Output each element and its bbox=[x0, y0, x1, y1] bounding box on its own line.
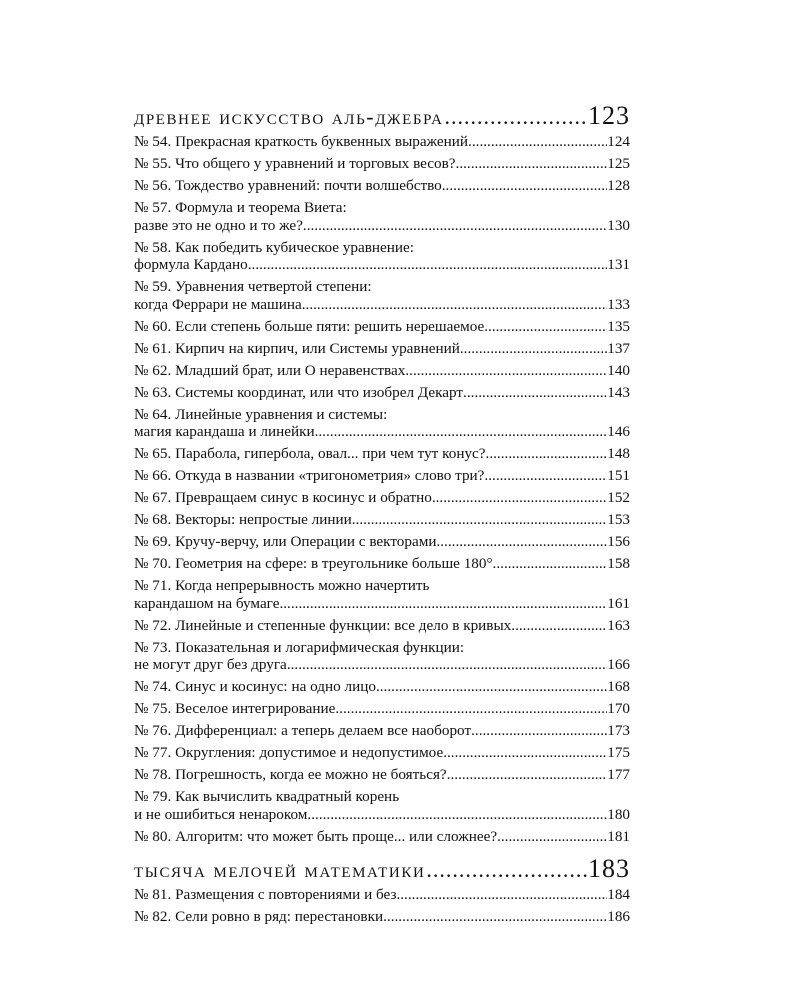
dot-leader bbox=[493, 555, 608, 573]
toc-entry-line bbox=[134, 133, 630, 151]
entry-text bbox=[134, 828, 497, 846]
entry-title: не могут друг без друга bbox=[134, 656, 287, 673]
entry-page-number: 168 bbox=[607, 678, 630, 695]
entry-number: № 69. bbox=[134, 533, 172, 550]
toc-entry-line bbox=[134, 886, 630, 904]
toc-entry-line bbox=[134, 806, 630, 824]
entry-title: Формула и теорема Виета: bbox=[175, 199, 347, 216]
entry-text bbox=[134, 239, 414, 257]
entry-number: № 58. bbox=[134, 238, 172, 256]
dot-leader bbox=[287, 656, 607, 674]
toc-entry-line bbox=[134, 744, 630, 762]
entry-title: магия карандаша и линейки bbox=[134, 423, 315, 440]
toc-entry-line bbox=[134, 617, 630, 635]
toc-entry-line bbox=[134, 511, 630, 529]
entry-text bbox=[134, 595, 279, 613]
entry-text bbox=[134, 423, 315, 441]
dot-leader bbox=[248, 256, 608, 274]
toc-entry-line bbox=[134, 340, 630, 358]
entry-text bbox=[134, 886, 396, 904]
toc-entry-line bbox=[134, 406, 630, 424]
dot-leader bbox=[511, 617, 607, 635]
toc-entry-line bbox=[134, 555, 630, 573]
toc-entry-line bbox=[134, 445, 630, 463]
dot-leader bbox=[432, 489, 607, 507]
toc-entry bbox=[134, 511, 630, 529]
dot-leader bbox=[436, 533, 607, 551]
toc-entry bbox=[134, 467, 630, 485]
entry-title: формула Кардано bbox=[134, 256, 248, 273]
entry-page-number: 151 bbox=[607, 467, 630, 484]
entry-title: Уравнения четвертой степени: bbox=[175, 278, 372, 295]
entry-title: Тождество уравнений: почти волшебство bbox=[175, 177, 442, 194]
dot-leader bbox=[471, 722, 607, 740]
entry-text bbox=[134, 639, 464, 657]
toc-entry-line bbox=[134, 700, 630, 718]
dot-leader bbox=[447, 766, 608, 784]
dot-leader bbox=[315, 423, 608, 441]
toc-entry bbox=[134, 828, 630, 846]
entry-text bbox=[134, 217, 303, 235]
entry-page-number: 131 bbox=[607, 256, 630, 273]
entry-text bbox=[134, 406, 387, 424]
toc-entry bbox=[134, 155, 630, 173]
toc-entry bbox=[134, 384, 630, 402]
toc-entry-line bbox=[134, 177, 630, 195]
toc-entry bbox=[134, 445, 630, 463]
entry-page-number: 153 bbox=[607, 511, 630, 528]
entry-title: карандашом на бумаге bbox=[134, 594, 280, 612]
dot-leader bbox=[468, 133, 607, 151]
dot-leader bbox=[463, 384, 607, 402]
toc-entry bbox=[134, 700, 630, 718]
entry-number: № 81. bbox=[134, 886, 172, 903]
toc-entry-line bbox=[134, 533, 630, 551]
toc-entry-line bbox=[134, 467, 630, 485]
toc-entry-line bbox=[134, 256, 630, 274]
dot-leader bbox=[307, 806, 607, 824]
entry-number: № 68. bbox=[134, 511, 172, 528]
dot-leader bbox=[442, 177, 607, 195]
entry-number: № 65. bbox=[134, 445, 172, 462]
section-heading bbox=[134, 103, 630, 129]
entry-number: № 74. bbox=[134, 678, 172, 695]
dot-leader bbox=[445, 106, 587, 128]
entry-title: Парабола, гипербола, овал... при чем тут конус? bbox=[175, 445, 486, 462]
entry-text bbox=[134, 384, 463, 402]
dot-leader bbox=[484, 467, 607, 485]
entry-title: Если степень больше пяти: решить нерешаемое bbox=[175, 317, 485, 335]
entry-page-number: 180 bbox=[607, 805, 630, 823]
dot-leader bbox=[486, 445, 608, 463]
entry-number: № 56. bbox=[134, 177, 172, 194]
entry-text bbox=[134, 577, 429, 595]
toc-entry-line bbox=[134, 788, 630, 806]
entry-page-number: 156 bbox=[607, 533, 630, 550]
entry-number: № 82. bbox=[134, 908, 172, 925]
entry-title: Размещения с повторениями и без bbox=[175, 886, 397, 903]
toc-entry-line bbox=[134, 239, 630, 257]
entry-text bbox=[134, 489, 432, 507]
entry-number: № 66. bbox=[134, 467, 172, 484]
entry-text bbox=[134, 340, 460, 358]
entry-text bbox=[134, 511, 352, 529]
entry-number: № 60. bbox=[134, 317, 172, 335]
entry-page-number: 166 bbox=[607, 656, 630, 673]
toc-entry-line bbox=[134, 595, 630, 613]
entry-page-number: 148 bbox=[607, 445, 630, 462]
entry-page-number: 170 bbox=[607, 700, 630, 717]
entry-page-number: 137 bbox=[607, 339, 630, 357]
entry-text bbox=[134, 617, 511, 635]
entry-number: № 67. bbox=[134, 489, 172, 506]
entry-number: № 61. bbox=[134, 339, 172, 357]
toc-entry-line bbox=[134, 362, 630, 380]
toc-entry bbox=[134, 744, 630, 762]
section-title: древнее искусство аль-джебра bbox=[134, 104, 444, 129]
toc-entry bbox=[134, 239, 630, 274]
entry-number: № 80. bbox=[134, 827, 172, 845]
entry-page-number: 140 bbox=[607, 361, 630, 379]
entry-page-number: 143 bbox=[607, 383, 630, 401]
toc-entry bbox=[134, 555, 630, 573]
dot-leader bbox=[484, 318, 607, 336]
entry-page-number: 146 bbox=[607, 423, 630, 440]
toc-entry bbox=[134, 362, 630, 380]
entry-title: Сели ровно в ряд: перестановки bbox=[175, 908, 384, 925]
toc-entry-line bbox=[134, 278, 630, 296]
toc-entry-line bbox=[134, 766, 630, 784]
dot-leader bbox=[443, 744, 607, 762]
dot-leader bbox=[456, 155, 608, 173]
table-of-contents bbox=[134, 103, 630, 930]
toc-entry bbox=[134, 908, 630, 926]
entry-title: Превращаем синус в косинус и обратно bbox=[175, 489, 432, 506]
dot-leader bbox=[335, 700, 607, 718]
entry-title: Системы координат, или что изобрел Декарт bbox=[175, 383, 464, 401]
toc-entry bbox=[134, 722, 630, 740]
toc-entry-line bbox=[134, 199, 630, 217]
toc-entry-line bbox=[134, 155, 630, 173]
dot-leader bbox=[302, 296, 607, 314]
toc-entry-line bbox=[134, 908, 630, 926]
entry-title: Когда непрерывность можно начертить bbox=[175, 577, 430, 594]
entry-page-number: 158 bbox=[607, 555, 630, 572]
entry-text bbox=[134, 678, 376, 696]
entry-text bbox=[134, 278, 372, 296]
dot-leader bbox=[497, 828, 607, 846]
entry-title: Веселое интегрирование bbox=[175, 700, 336, 717]
toc-entry-line bbox=[134, 296, 630, 314]
dot-leader bbox=[405, 362, 607, 380]
entry-title: Кручу-верчу, или Операции с векторами bbox=[175, 533, 437, 550]
entry-title: Округления: допустимое и недопустимое bbox=[175, 744, 444, 761]
entry-page-number: 128 bbox=[607, 177, 630, 194]
toc-entry-line bbox=[134, 722, 630, 740]
toc-entry bbox=[134, 886, 630, 904]
entry-number: № 59. bbox=[134, 278, 172, 295]
entry-number: № 55. bbox=[134, 155, 172, 172]
entry-number: № 78. bbox=[134, 766, 172, 783]
section-title: тысяча мелочей математики bbox=[134, 857, 426, 882]
toc-entry-line bbox=[134, 217, 630, 235]
entry-title: Линейные и степенные функции: все дело в кривых bbox=[175, 616, 512, 634]
dot-leader bbox=[352, 511, 607, 529]
entry-page-number: 125 bbox=[607, 155, 630, 172]
entry-page-number: 161 bbox=[607, 594, 630, 612]
entry-title: Прекрасная краткость буквенных выражений bbox=[175, 133, 469, 150]
entry-number: № 63. bbox=[134, 383, 172, 401]
entry-page-number: 163 bbox=[607, 616, 630, 634]
entry-number: № 73. bbox=[134, 638, 172, 656]
entry-text bbox=[134, 656, 287, 674]
entry-number: № 64. bbox=[134, 405, 172, 423]
toc-entry-line bbox=[134, 384, 630, 402]
entry-number: № 79. bbox=[134, 788, 172, 805]
entry-number: № 76. bbox=[134, 722, 172, 739]
toc-entry-line bbox=[134, 577, 630, 595]
entry-title: Линейные уравнения и системы: bbox=[175, 405, 388, 423]
toc-entry bbox=[134, 199, 630, 234]
section-heading bbox=[134, 856, 630, 882]
entry-text bbox=[134, 700, 335, 718]
entry-page-number: 173 bbox=[607, 722, 630, 739]
entry-title: когда Феррари не машина bbox=[134, 295, 302, 313]
entry-number: № 71. bbox=[134, 577, 172, 594]
entry-text bbox=[134, 256, 248, 274]
toc-entry bbox=[134, 177, 630, 195]
entry-text bbox=[134, 555, 493, 573]
entry-title: Младший брат, или О неравенствах bbox=[175, 361, 406, 379]
entry-text bbox=[134, 908, 383, 926]
entry-page-number: 152 bbox=[607, 489, 630, 506]
entry-text bbox=[134, 199, 347, 217]
section-page-number: 123 bbox=[588, 101, 630, 130]
toc-entry bbox=[134, 133, 630, 151]
entry-text bbox=[134, 133, 468, 151]
entry-title: Векторы: непростые линии bbox=[175, 511, 352, 528]
dot-leader bbox=[460, 340, 607, 358]
entry-title: Показательная и логарифмическая функции: bbox=[175, 638, 465, 656]
toc-entry bbox=[134, 406, 630, 441]
entry-page-number: 177 bbox=[607, 766, 630, 783]
dot-leader bbox=[383, 908, 607, 926]
entry-title: Погрешность, когда ее можно не бояться? bbox=[175, 766, 447, 783]
entry-page-number: 124 bbox=[607, 133, 630, 150]
entry-page-number: 135 bbox=[607, 317, 630, 335]
toc-entry bbox=[134, 489, 630, 507]
toc-entry-line bbox=[134, 489, 630, 507]
entry-text bbox=[134, 766, 447, 784]
entry-title: Как победить кубическое уравнение: bbox=[175, 238, 414, 256]
entry-text bbox=[134, 155, 456, 173]
entry-title: Что общего у уравнений и торговых весов? bbox=[175, 155, 456, 172]
toc-entry-line bbox=[134, 656, 630, 674]
entry-page-number: 175 bbox=[607, 744, 630, 761]
entry-text bbox=[134, 788, 399, 806]
toc-entry bbox=[134, 617, 630, 635]
dot-leader bbox=[426, 859, 587, 881]
toc-entry bbox=[134, 678, 630, 696]
toc-entry-line bbox=[134, 318, 630, 336]
entry-number: № 62. bbox=[134, 361, 172, 379]
entry-title: Кирпич на кирпич, или Системы уравнений bbox=[175, 339, 460, 357]
dot-leader bbox=[303, 217, 607, 235]
entry-text bbox=[134, 177, 442, 195]
dot-leader bbox=[376, 678, 607, 696]
entry-page-number: 130 bbox=[607, 216, 630, 234]
entry-text bbox=[134, 318, 484, 336]
entry-number: № 72. bbox=[134, 616, 172, 634]
entry-page-number: 186 bbox=[607, 908, 630, 925]
toc-entry bbox=[134, 577, 630, 612]
dot-leader bbox=[396, 886, 607, 904]
entry-number: № 77. bbox=[134, 744, 172, 761]
entry-number: № 75. bbox=[134, 700, 172, 717]
entry-text bbox=[134, 467, 484, 485]
entry-page-number: 184 bbox=[607, 886, 630, 903]
entry-number: № 54. bbox=[134, 133, 172, 150]
entry-title: Геометрия на сфере: в треугольнике больше 180° bbox=[175, 555, 493, 572]
toc-entry bbox=[134, 639, 630, 674]
entry-number: № 57. bbox=[134, 199, 172, 216]
entry-text bbox=[134, 806, 307, 824]
toc-entry-line bbox=[134, 828, 630, 846]
entry-text bbox=[134, 362, 405, 380]
entry-title: Алгоритм: что может быть проще... или сложнее? bbox=[175, 827, 498, 845]
entry-text bbox=[134, 445, 486, 463]
entry-text bbox=[134, 722, 471, 740]
entry-text bbox=[134, 744, 443, 762]
entry-title: Синус и косинус: на одно лицо bbox=[175, 678, 376, 695]
toc-entry bbox=[134, 766, 630, 784]
entry-title: разве это не одно и то же? bbox=[134, 216, 303, 234]
entry-title: Откуда в названии «тригонометрия» слово три? bbox=[175, 467, 485, 484]
toc-entry bbox=[134, 533, 630, 551]
dot-leader bbox=[279, 595, 607, 613]
entry-title: и не ошибиться ненароком bbox=[134, 805, 308, 823]
entry-title: Дифференциал: а теперь делаем все наоборот bbox=[175, 722, 472, 739]
entry-page-number: 133 bbox=[607, 295, 630, 313]
toc-entry bbox=[134, 788, 630, 823]
entry-page-number: 181 bbox=[607, 827, 630, 845]
entry-text bbox=[134, 533, 436, 551]
entry-text bbox=[134, 296, 302, 314]
toc-entry bbox=[134, 278, 630, 313]
toc-entry-line bbox=[134, 423, 630, 441]
toc-entry bbox=[134, 318, 630, 336]
section-page-number: 183 bbox=[588, 854, 630, 883]
toc-entry-line bbox=[134, 639, 630, 657]
toc-entry-line bbox=[134, 678, 630, 696]
entry-number: № 70. bbox=[134, 555, 172, 572]
entry-title: Как вычислить квадратный корень bbox=[175, 788, 400, 805]
toc-entry bbox=[134, 340, 630, 358]
